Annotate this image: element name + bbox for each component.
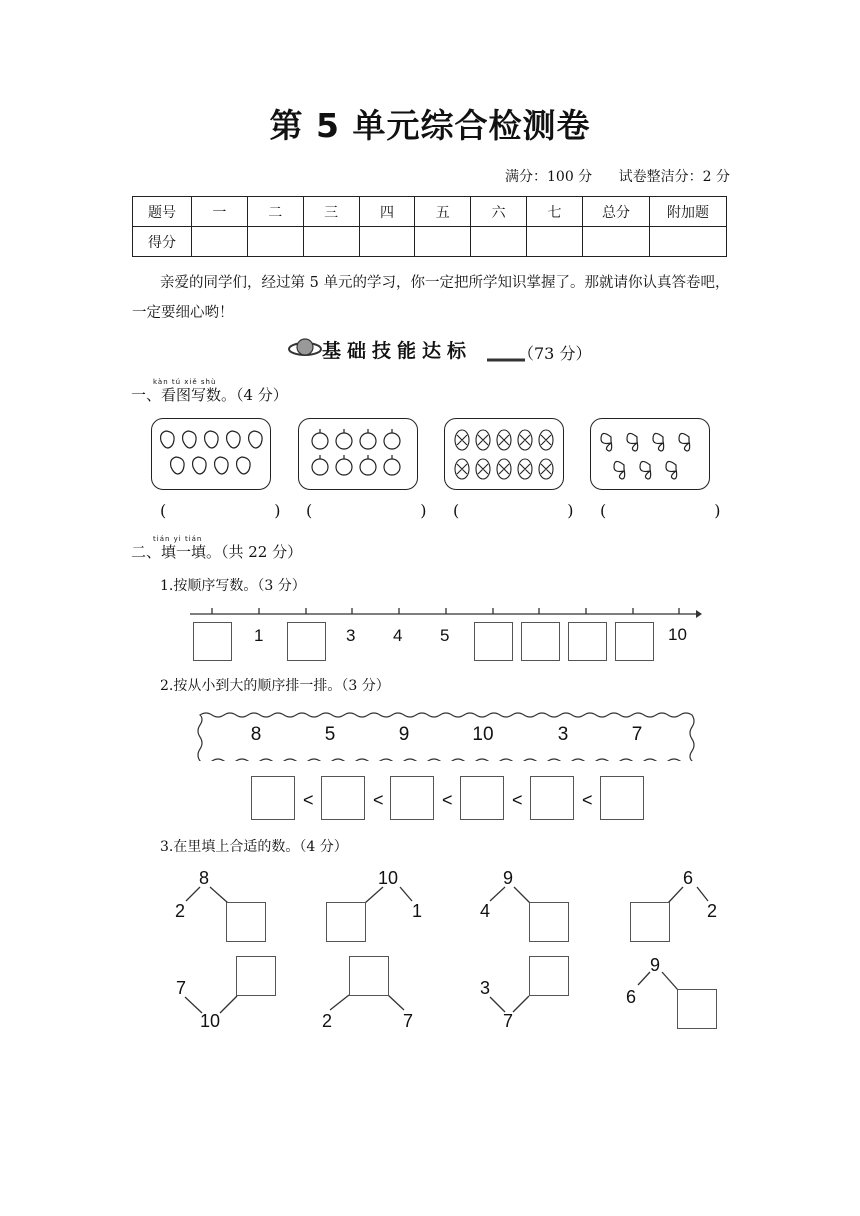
order-blank-box[interactable] [600, 776, 644, 820]
q2-sub1-title: 1.按顺序写数。（3 分） [160, 578, 306, 594]
number-line-label: 10 [668, 625, 687, 644]
score-cell[interactable] [303, 227, 359, 257]
order-blank-box[interactable] [251, 776, 295, 820]
q2-title: 二、填一填。（共 22 分） [131, 543, 303, 561]
bond-part: 1 [412, 901, 423, 921]
score-cell[interactable] [247, 227, 303, 257]
score-cell[interactable] [650, 227, 727, 257]
bond-whole: 10 [200, 1011, 221, 1031]
strawberry-icon [152, 419, 270, 489]
bond-blank-box[interactable] [630, 902, 670, 942]
number-line-label: 3 [346, 626, 356, 645]
number-line-blank-box[interactable] [521, 622, 560, 661]
number-line-blank-box[interactable] [568, 622, 607, 661]
bond-whole: 9 [650, 955, 661, 975]
picture-box-pineapples [444, 418, 564, 490]
picture-box-butterflies [590, 418, 710, 490]
bond-whole: 8 [199, 868, 210, 888]
picture-box-apples [298, 418, 418, 490]
pineapple-icon [445, 419, 563, 489]
header-cell: 四 [359, 197, 415, 227]
score-cell[interactable] [583, 227, 650, 257]
number-line [190, 604, 702, 624]
bond-blank-box[interactable] [677, 989, 717, 1029]
bond-part: 2 [322, 1011, 333, 1031]
sequence-number: 5 [324, 724, 336, 745]
number-line-blank-box[interactable] [615, 622, 654, 661]
neatness-score: 试卷整洁分：2 分 [618, 169, 730, 185]
bond-blank-box[interactable] [326, 902, 366, 942]
picture-box-strawberries [151, 418, 271, 490]
number-line-blank-box[interactable] [193, 622, 232, 661]
q1-pinyin: kàn tú xiě shù [153, 378, 217, 386]
answer-paren[interactable]: ( ) [600, 501, 767, 520]
bond-blank-box[interactable] [236, 956, 276, 996]
less-than-sign: < [442, 790, 453, 810]
sequence-number: 7 [631, 724, 643, 745]
bond-blank-box[interactable] [226, 902, 266, 942]
score-table-header-row [133, 197, 727, 227]
bond-part: 4 [480, 901, 491, 921]
score-cell[interactable] [527, 227, 583, 257]
header-cell: 三 [303, 197, 359, 227]
butterfly-icon [591, 419, 709, 489]
intro-paragraph: 亲爱的同学们，经过第 5 单元的学习，你一定把所学知识掌握了。那就请你认真答卷吧，一定要细心哟！ [132, 275, 730, 321]
bond-part: 7 [403, 1011, 414, 1031]
header-cell: 题号 [133, 197, 192, 227]
header-cell: 七 [527, 197, 583, 227]
bond-whole: 10 [378, 868, 399, 888]
order-blank-box[interactable] [460, 776, 504, 820]
sequence-number: 8 [250, 724, 262, 745]
sequence-number: 9 [398, 724, 410, 745]
bond-blank-box[interactable] [349, 956, 389, 996]
apple-icon [299, 419, 417, 489]
bond-blank-box[interactable] [529, 956, 569, 996]
row-label: 得分 [133, 227, 192, 257]
full-score: 满分：100 分 [505, 169, 593, 185]
score-cell[interactable] [359, 227, 415, 257]
section-label: 基础技能达标 [322, 340, 473, 362]
q1-title: 一、看图写数。（4 分） [131, 386, 288, 404]
order-blank-box[interactable] [321, 776, 365, 820]
number-line-label: 1 [254, 626, 264, 645]
less-than-sign: < [373, 790, 384, 810]
number-line-label: 4 [393, 626, 403, 645]
score-cell[interactable] [192, 227, 248, 257]
order-blank-box[interactable] [390, 776, 434, 820]
bond-part: 2 [175, 901, 186, 921]
number-line-blank-box[interactable] [287, 622, 326, 661]
bond-whole: 6 [683, 868, 694, 888]
score-table-score-row [133, 227, 727, 257]
bond-part: 7 [176, 978, 187, 998]
q2-heading [131, 535, 302, 562]
sequence-number: 3 [557, 724, 569, 745]
score-info [483, 166, 730, 186]
bond-part: 6 [626, 987, 637, 1007]
header-cell: 一 [192, 197, 248, 227]
q2-sub3-title: 3.在里填上合适的数。（4 分） [160, 839, 348, 855]
order-blank-box[interactable] [530, 776, 574, 820]
number-line-label: 5 [440, 626, 450, 645]
answer-paren[interactable]: ( ) [453, 501, 620, 520]
sequence-number: 10 [472, 724, 494, 745]
answer-paren[interactable]: ( ) [306, 501, 473, 520]
section-score: （73 分） [518, 344, 592, 363]
header-cell: 六 [471, 197, 527, 227]
score-cell[interactable] [471, 227, 527, 257]
header-cell: 二 [247, 197, 303, 227]
bond-part: 3 [480, 978, 491, 998]
number-line-blank-box[interactable] [474, 622, 513, 661]
q2-sub2-title: 2.按从小到大的顺序排一排。（3 分） [160, 678, 390, 694]
score-table [132, 196, 727, 257]
less-than-sign: < [512, 790, 523, 810]
header-cell: 附加题 [650, 197, 727, 227]
bond-whole: 7 [503, 1011, 514, 1031]
bond-whole: 9 [503, 868, 514, 888]
header-cell: 五 [415, 197, 471, 227]
header-cell: 总分 [583, 197, 650, 227]
q1-heading [131, 378, 288, 405]
page-title: 第 5 单元综合检测卷 [269, 106, 591, 145]
bond-blank-box[interactable] [529, 902, 569, 942]
section-banner [0, 333, 860, 365]
less-than-sign: < [582, 790, 593, 810]
answer-paren[interactable]: ( ) [160, 501, 327, 520]
q2-pinyin: tián yi tián [153, 535, 203, 543]
bond-part: 2 [707, 901, 718, 921]
score-cell[interactable] [415, 227, 471, 257]
less-than-sign: < [303, 790, 314, 810]
